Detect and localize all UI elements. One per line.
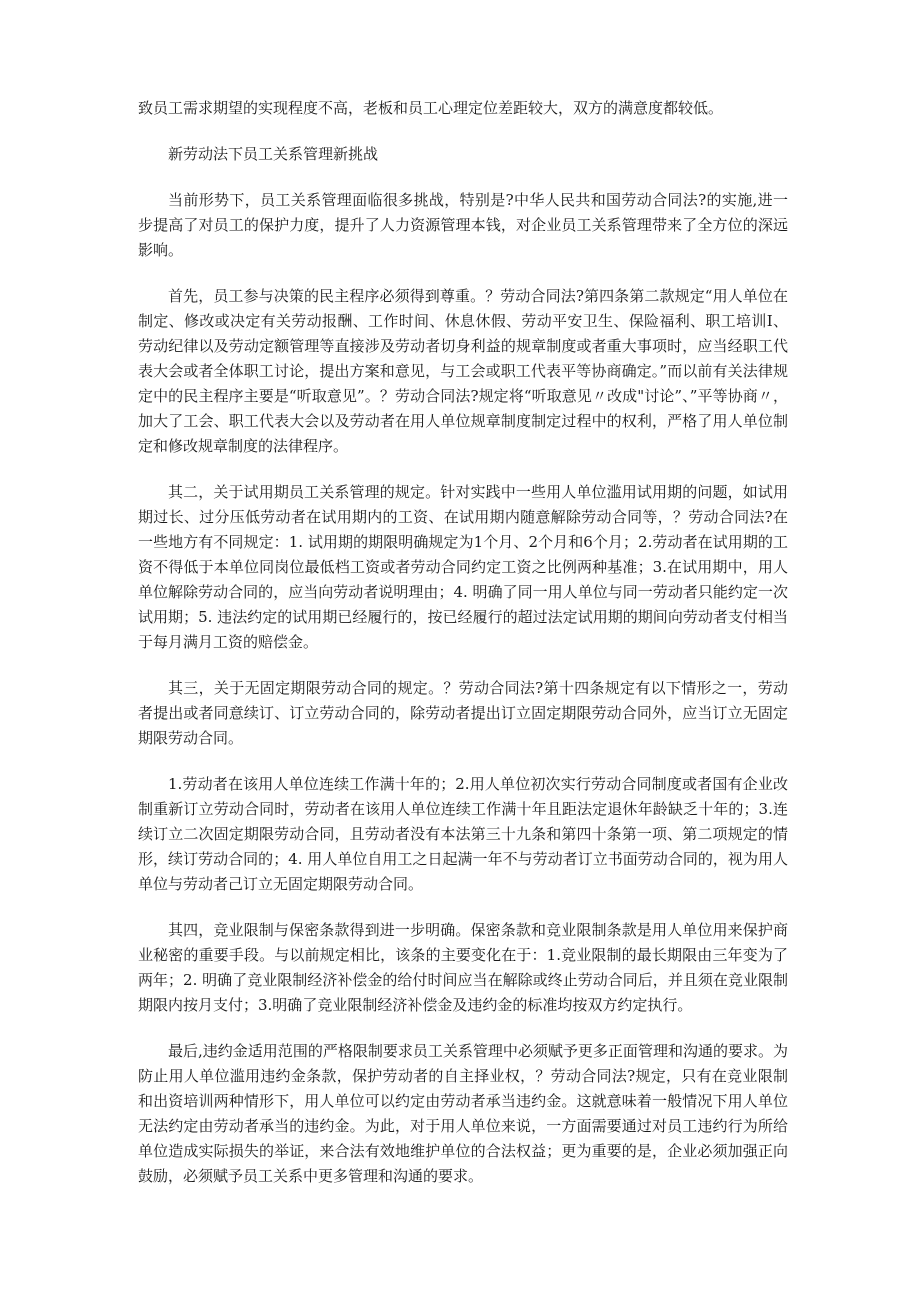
document-body <box>138 96 788 1210</box>
paragraph-last: 最后,违约金适用范围的严格限制要求员工关系管理中必须赋予更多正面管理和沟通的要求。为防止用人单位滥用违约金条款，保护劳动者的自主择业权，？劳动合同法?规定，只有在竞业限制和出资培训两种情形下，用人单位可以约定由劳动者承当违约金。这就意味着一般情况下用人单位无法约定由劳动者承当的违约金。为此，对于用人单位来说，一方面需要通过对员工违约行为所给单位造成实际损失的举证，来合法有效地维护单位的合法权益；更为重要的是，企业必须加强正向鼓励，必须赋予员工关系中更多管理和沟通的要求。 <box>138 1042 788 1185</box>
paragraph-continuation: 致员工需求期望的实现程度不高，老板和员工心理定位差距较大，双方的满意度都较低。 <box>138 99 724 117</box>
paragraph-second: 其二，关于试用期员工关系管理的规定。针对实践中一些用人单位滥用试用期的问题，如试用期过长、过分压低劳动者在试用期内的工资、在试用期内随意解除劳动合同等，？劳动合同法?在一些地方有不同规定：1. 试用期的期限明确规定为1个月、2个月和6个月；2.劳动者在试用期的工资不得低于本单位同岗位最低档工资或者劳动合同约定工资之比例两种基准；3.在试用期中，用人单位解除劳动合同的，应当向劳动者说明理由；4. 明确了同一用人单位与同一劳动者只能约定一次试用期；5. 违法约定的试用期已经履行的，按已经履行的超过法定试用期的期间向劳动者支付相当于每月满月工资的赔偿金。 <box>138 483 788 651</box>
paragraph-intro: 当前形势下，员工关系管理面临很多挑战，特别是?中华人民共和国劳动合同法?的实施,进一步提高了对员工的保护力度，提升了人力资源管理本钱，对企业员工关系管理带来了全方位的深远影响。 <box>138 191 788 259</box>
paragraph-third-list: 1.劳动者在该用人单位连续工作满十年的；2.用人单位初次实行劳动合同制度或者国有企业改制重新订立劳动合同时，劳动者在该用人单位连续工作满十年且距法定退休年龄缺乏十年的；3.连续订立二次固定期限劳动合同，且劳动者没有本法第三十九条和第四十条第一项、第二项规定的情形，续订劳动合同的；4. 用人单位自用工之日起满一年不与劳动者订立书面劳动合同的，视为用人单位与劳动者己订立无固定期限劳动合同。 <box>138 775 788 893</box>
section-heading: 新劳动法下员工关系管理新挑战 <box>168 145 379 163</box>
paragraph-first: 首先，员工参与决策的民主程序必须得到尊重。？劳动合同法?第四条第二款规定“用人单位在制定、修改或决定有关劳动报酬、工作时间、休息休假、劳动平安卫生、保险福利、职工培训I、劳动纪律以及劳动定额管理等直接涉及劳动者切身利益的规章制度或者重大事项时，应当经职工代表大会或者全体职工讨论，提出方案和意见，与工会或职工代表平等协商确定。”而以前有关法律规定中的民主程序主要是“听取意见”。？劳动合同法?规定将“听取意见〃改成"讨论”、”平等协商〃，加大了工会、职工代表大会以及劳动者在用人单位规章制度制定过程中的权利，严格了用人单位制定和修改规章制度的法律程序。 <box>138 287 788 455</box>
paragraph-fourth: 其四，竞业限制与保密条款得到进一步明确。保密条款和竞业限制条款是用人单位用来保护商业秘密的重要手段。与以前规定相比，该条的主要变化在于：1.竞业限制的最长期限由三年变为了两年；2. 明确了竞业限制经济补偿金的给付时间应当在解除或终止劳动合同后，并且须在竞业限制期限内按月支付；3.明确了竞业限制经济补偿金及违约金的标准均按双方约定执行。 <box>138 921 788 1014</box>
paragraph-third: 其三，关于无固定期限劳动合同的规定。？劳动合同法?第十四条规定有以下情形之一，劳动者提出或者同意续订、订立劳动合同的，除劳动者提出订立固定期限劳动合同外，应当订立无固定期限劳动合同。 <box>138 679 788 747</box>
